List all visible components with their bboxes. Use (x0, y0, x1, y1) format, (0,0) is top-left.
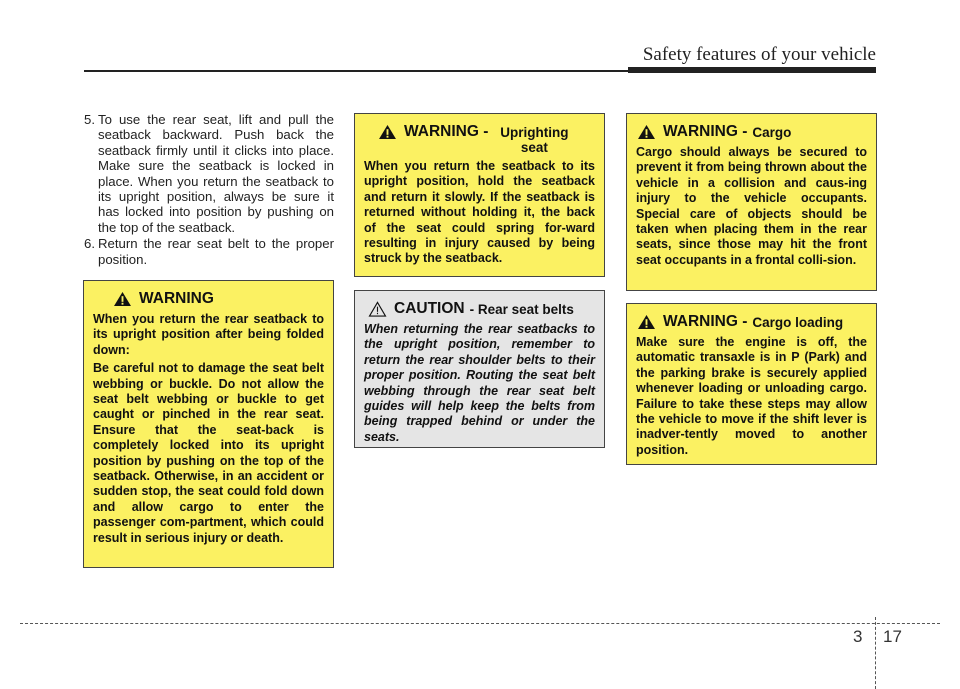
warning-box-seatback (83, 280, 334, 568)
step-text: To use the rear seat, lift and pull the seatback backward. Push back the seatback firmly until it clicks into place. Make sure the seatback is locked in place. When you return the seatback to its upright position, always be sure it has locked into position by pushing on the top of the seatback. (98, 112, 334, 235)
warning-label: WARNING - (404, 123, 489, 140)
warning-label: WARNING - (663, 123, 748, 140)
warning-box-cargo (626, 113, 877, 291)
chapter-number: 3 (853, 627, 863, 646)
warning-label: WARNING (139, 290, 214, 307)
caution-subject: - Rear seat belts (469, 302, 574, 317)
caution-body: When returning the rear seatbacks to the upright position, remember to return the rear shoulder belts to their proper position. Routing the seat belt webbing through the rear seat belt guides will help keep the belts from being trapped behind or under the seats. (364, 322, 595, 444)
header-rule-accent (628, 67, 876, 73)
warning-icon (637, 124, 656, 140)
warning-box-uprighting-seat (354, 113, 605, 277)
step-number: 5. (84, 112, 95, 127)
warning-intro: When you return the rear seatback to its upright position after being folded down: (93, 312, 324, 357)
warning-icon (378, 124, 397, 140)
instruction-steps (84, 112, 334, 268)
warning-label: WARNING - (663, 313, 748, 330)
page-header-title: Safety features of your vehicle (642, 44, 876, 65)
step-text: Return the rear seat belt to the proper position. (98, 236, 334, 267)
warning-body: When you return the seatback to its upright position, hold the seatback and return it slowly. If the seatback is returned without holding it, the back of the seat could spring for-ward resulting in injury caused by being struck by the seatback. (364, 159, 595, 266)
warning-body: Make sure the engine is off, the automatic transaxle is in P (Park) and the parking brake is securely applied whenever loading or unloading cargo. Failure to take these steps may allow the vehicle to move if the shift lever is inadver-tently moved to another position. (636, 335, 867, 457)
footer-rule (20, 623, 940, 624)
warning-body: Cargo should always be secured to prevent it from being thrown about the vehicle in a collision and caus-ing injury to the vehicle occupants. Special care of objects should be taken when placing them in the rear seats, since those may hit the front seat occupants in a frontal colli-sion. (636, 145, 867, 267)
warning-subject: Uprighting seat (500, 125, 569, 155)
caution-box-rear-seat-belts (354, 290, 605, 448)
warning-subject: Cargo (752, 125, 792, 140)
page-number: 17 (883, 627, 902, 646)
warning-subject: Cargo loading (752, 315, 844, 330)
caution-icon (368, 301, 387, 317)
warning-box-cargo-loading (626, 303, 877, 465)
step-number: 6. (84, 236, 95, 252)
step-item (84, 236, 334, 267)
footer-divider (875, 617, 876, 689)
warning-icon (637, 314, 656, 330)
step-item (84, 112, 334, 235)
warning-body: Be careful not to damage the seat belt webbing or buckle. Do not allow the seat belt webbing or buckle to get caught or pinched in the rear seat. Ensure that the seat-back is completely locked into its upright position by pushing on the top of the seatback. Otherwise, in an accident or sudden stop, the seat could fold down and allow cargo to enter the passenger com-partment, which could result in serious injury or death. (93, 361, 324, 545)
caution-label: CAUTION (394, 300, 465, 317)
warning-icon (113, 291, 132, 307)
